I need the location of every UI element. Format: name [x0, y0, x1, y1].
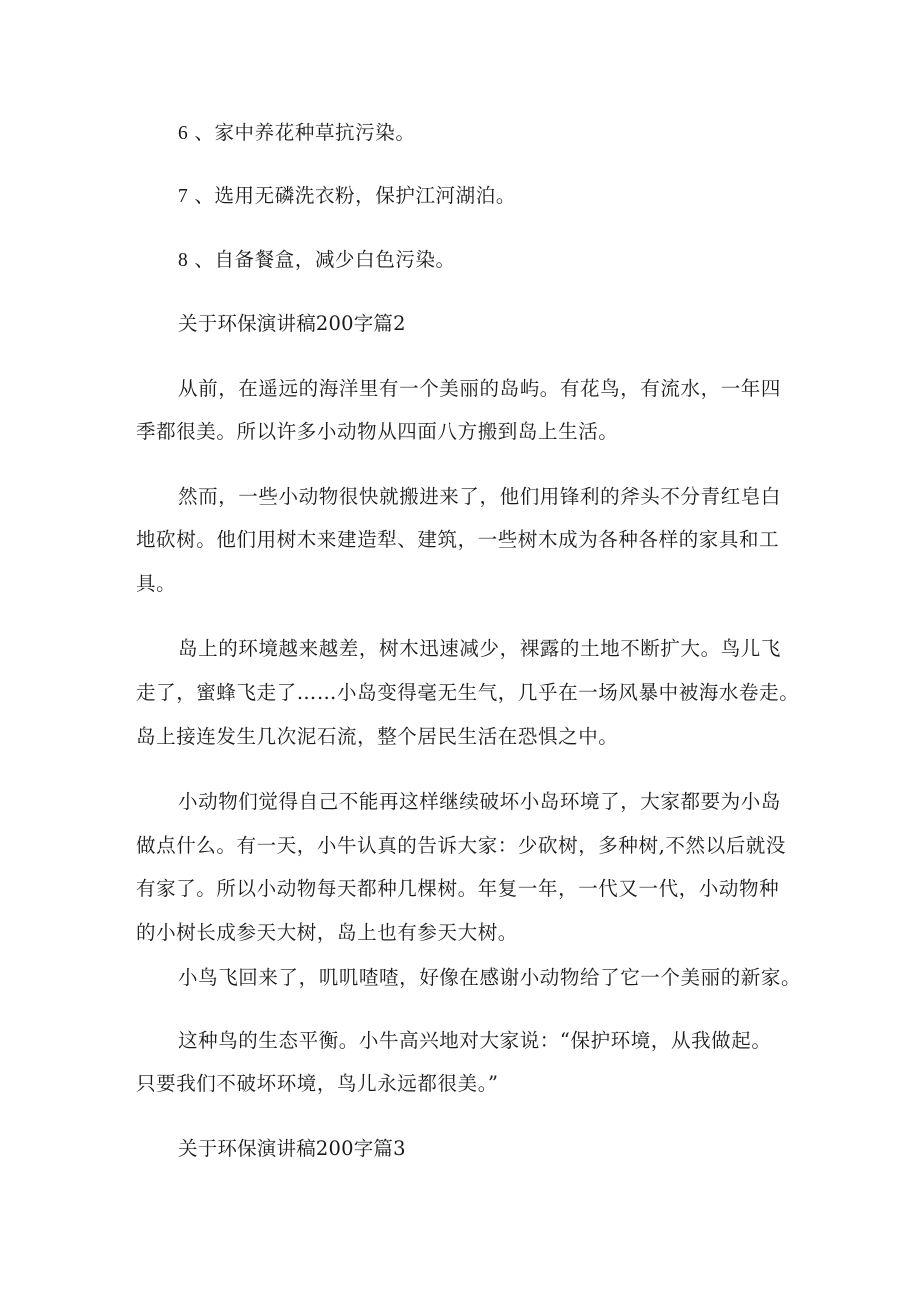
list-item [178, 248, 456, 273]
paragraph-line: 季都很美。所以许多小动物从四面八方搬到岛上生活。 [136, 420, 619, 443]
paragraph-line: 从前，在遥远的海洋里有一个美丽的岛屿。有花鸟，有流水，一年四 [178, 377, 782, 400]
paragraph-line: 这种鸟的生态平衡。小牛高兴地对大家说：“保护环境，从我做起。 [178, 1029, 772, 1052]
paragraph-line: 走了，蜜蜂飞走了……小岛变得毫无生气，几乎在一场风暴中被海水卷走。 [136, 681, 800, 704]
paragraph-line: 小鸟飞回来了，叽叽喳喳，好像在感谢小动物给了它一个美丽的新家。 [178, 966, 802, 989]
paragraph-line: 有家了。所以小动物每天都种几棵树。年复一年，一代又一代，小动物种 [136, 877, 780, 900]
list-item-text: 、家中养花种草抗污染。 [194, 121, 416, 144]
paragraph-line: 具。 [136, 572, 177, 595]
list-item-number: 7 [178, 186, 189, 207]
list-item-number: 8 [178, 250, 189, 271]
section-heading: 关于环保演讲稿200字篇2 [178, 312, 406, 335]
section-heading: 关于环保演讲稿200字篇3 [178, 1137, 406, 1160]
list-item [178, 121, 415, 146]
paragraph-line: 然而，一些小动物很快就搬进来了，他们用锋利的斧头不分青红皂白 [178, 485, 782, 508]
paragraph-line: 岛上接连发生几次泥石流，整个居民生活在恐惧之中。 [136, 725, 619, 748]
list-item-text: 、自备餐盒，减少白色污染。 [194, 248, 456, 271]
paragraph-line: 岛上的环境越来越差，树木迅速减少，裸露的土地不断扩大。鸟儿飞 [178, 637, 782, 660]
list-item-text: 、选用无磷洗衣粉，保护江河湖泊。 [194, 184, 516, 207]
list-item [178, 184, 516, 209]
paragraph-line: 做点什么。有一天，小牛认真的告诉大家：少砍树，多种树,不然以后就没 [136, 834, 786, 857]
paragraph-line: 的小树长成参天大树，岛上也有参天大树。 [136, 921, 518, 944]
paragraph-line: 只要我们不破坏环境，鸟儿永远都很美。” [136, 1072, 499, 1095]
paragraph-line: 小动物们觉得自己不能再这样继续破坏小岛环境了，大家都要为小岛 [178, 790, 782, 813]
paragraph-line: 地砍树。他们用树木来建造犁、建筑，一些树木成为各种各样的家具和工 [136, 528, 780, 551]
list-item-number: 6 [178, 123, 189, 144]
